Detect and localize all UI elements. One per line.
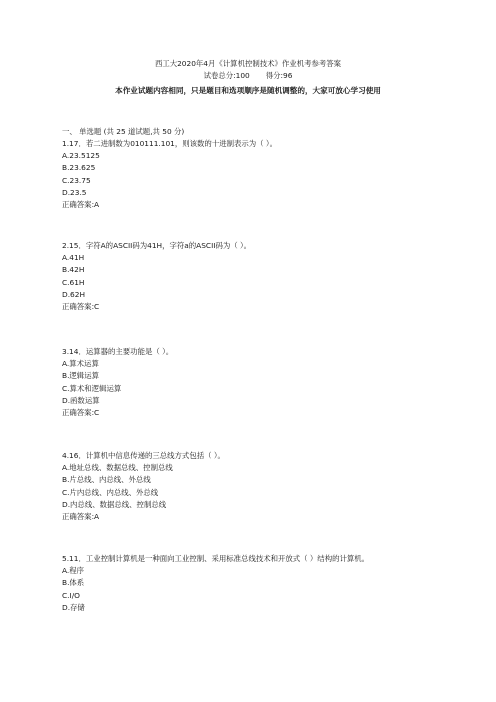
total-score: 试卷总分:100: [203, 71, 250, 80]
option-d: D.内总线、数据总线、控制总线: [62, 499, 167, 509]
option-c: C.算术和逻辑运算: [62, 383, 122, 393]
question-stem: 1.17．若二进制数为010111.101，则该数的十进制表示为（ ）。: [62, 139, 277, 148]
option-d: D.函数运算: [62, 395, 100, 405]
option-a: A.算术运算: [62, 359, 99, 369]
question-5: [62, 553, 442, 614]
notice-text: 本作业试题内容相同，只是题目和选项顺序是随机调整的，大家可放心学习使用: [115, 86, 381, 95]
option-d: D.62H: [62, 289, 86, 299]
question-stem: 5.11．工业控制计算机是一种面向工业控制、采用标准总线技术和开放式（ ）结构的计算机。: [62, 554, 370, 563]
question-stem: 2.15．字符A的ASCII码为41H，字符a的ASCII码为（ ）。: [62, 241, 252, 250]
option-b: B.片总线、内总线、外总线: [62, 475, 151, 485]
section-heading: 一、 单选题 (共 25 道试题,共 50 分): [62, 127, 185, 136]
correct-answer: 正确答案:A: [62, 200, 100, 210]
option-c: C.61H: [62, 277, 85, 287]
question-4: [62, 450, 442, 523]
question-stem: 4.16．计算机中信息传递的三总线方式包括（ ）。: [62, 451, 225, 460]
option-a: A.41H: [62, 253, 85, 263]
correct-answer: 正确答案:C: [62, 302, 100, 312]
option-c: C.I/O: [62, 590, 80, 600]
option-c: C.23.75: [62, 175, 91, 185]
score-line: [0, 71, 496, 81]
question-1: [62, 138, 442, 211]
option-d: D.23.5: [62, 187, 87, 197]
option-d: D.存储: [62, 602, 85, 612]
option-b: B.逻辑运算: [62, 371, 99, 381]
correct-answer: 正确答案:A: [62, 512, 100, 522]
obtained-score: 得分:96: [265, 71, 293, 80]
question-stem: 3.14．运算器的主要功能是（ ）。: [62, 347, 174, 356]
document-title: 西工大2020年4月《计算机控制技术》作业机考参考答案: [154, 59, 342, 68]
question-2: [62, 240, 442, 313]
option-a: A.程序: [62, 566, 85, 576]
option-a: A.23.5125: [62, 151, 100, 161]
option-b: B.42H: [62, 265, 85, 275]
option-c: C.片内总线、内总线、外总线: [62, 487, 159, 497]
option-a: A.地址总线、数据总线、控制总线: [62, 463, 173, 473]
question-3: [62, 346, 442, 419]
correct-answer: 正确答案:C: [62, 408, 100, 418]
option-b: B.体系: [62, 578, 85, 588]
option-b: B.23.625: [62, 163, 96, 173]
